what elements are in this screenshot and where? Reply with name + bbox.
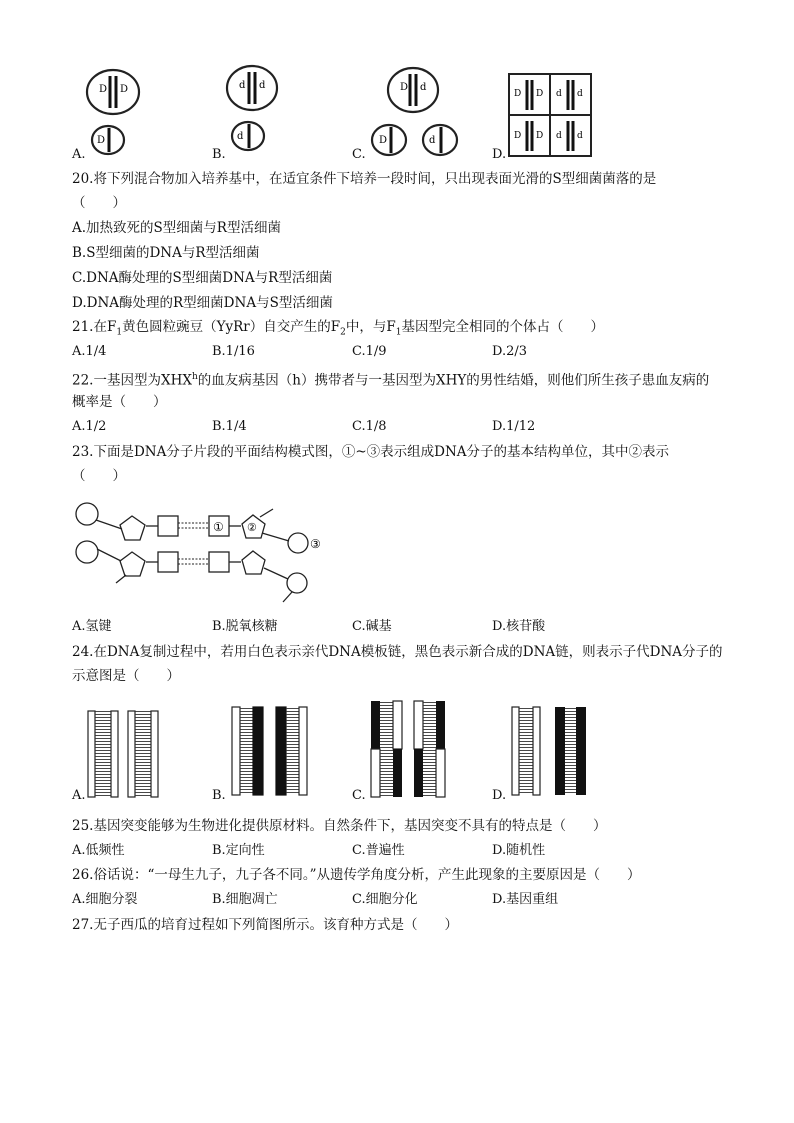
q25-option-a[interactable]: A.低频性 xyxy=(72,843,125,858)
q23-label-1: ① xyxy=(213,520,224,534)
q19-option-b[interactable]: B. xyxy=(212,147,226,162)
q26-option-a[interactable]: A.细胞分裂 xyxy=(72,892,138,907)
q23-paren: （ ） xyxy=(72,468,126,484)
q24-stem: 24.在DNA复制过程中，若用白色表示亲代DNA模板链，黑色表示新合成的DNA链，则表示子代DNA分子的 xyxy=(72,644,723,660)
q26-option-d[interactable]: D.基因重组 xyxy=(492,892,559,907)
q22-option-c[interactable]: C.1/8 xyxy=(352,419,387,434)
q19-b-label-2: d xyxy=(259,80,266,91)
q19-c-label-4: d xyxy=(429,135,436,146)
q20-option-b[interactable]: B.S型细菌的DNA与R型活细菌 xyxy=(72,245,260,261)
q22-option-d[interactable]: D.1/12 xyxy=(492,419,536,434)
q24-option-c[interactable]: C. xyxy=(352,788,366,803)
q20-stem: 20.将下列混合物加入培养基中，在适宜条件下培养一段时间，只出现表面光滑的S型细菌菌落的是 xyxy=(72,171,657,187)
q19-option-a[interactable]: A. xyxy=(72,147,86,162)
q19-c-label-3: D xyxy=(379,135,388,146)
q19-d-label-1: D xyxy=(514,89,522,99)
q21-option-a[interactable]: A.1/4 xyxy=(72,344,107,359)
q25-option-c[interactable]: C.普遍性 xyxy=(352,843,405,858)
q23-option-b[interactable]: B.脱氧核糖 xyxy=(212,619,278,634)
q27-stem: 27.无子西瓜的培育过程如下列简图所示。该育种方式是（ ） xyxy=(72,917,458,933)
q19-d-label-2: D xyxy=(536,89,544,99)
q21-stem: 21.在$F_1$黄色圆粒豌豆（YyRr）自交产生的$F_2$中，与$F_1$基因型完全相同的个体占（ ） xyxy=(72,319,604,338)
q26-stem: 26.俗话说：“一母生九子，九子各不同。”从遗传学角度分析，产生此现象的主要原因是（ ） xyxy=(72,867,641,883)
q19-b-label-1: d xyxy=(239,80,246,91)
q20-option-d[interactable]: D.DNA酶处理的R型细菌DNA与S型活细菌 xyxy=(72,295,333,311)
q19-option-b-figure xyxy=(227,66,277,150)
q24-option-b-figure xyxy=(232,707,307,795)
q20-option-a[interactable]: A.加热致死的S型细菌与R型活细菌 xyxy=(72,220,281,236)
q24-option-a-figure xyxy=(88,711,158,797)
q19-d-label-3: d xyxy=(556,89,562,99)
q19-a-label-1: D xyxy=(99,84,108,95)
q25-option-b[interactable]: B.定向性 xyxy=(212,843,265,858)
q24-option-b[interactable]: B. xyxy=(212,788,226,803)
q19-d-label-7: d xyxy=(556,131,562,141)
q19-d-label-5: D xyxy=(514,131,522,141)
q22-stem: 22.一基因型为XHX$^h$的血友病基因（h）携带者与一基因型为XHY的男性结婚，则他们所生孩子患血友病的 xyxy=(72,372,710,389)
q21-option-b[interactable]: B.1/16 xyxy=(212,344,255,359)
q24-option-a[interactable]: A. xyxy=(72,788,86,803)
q19-option-c[interactable]: C. xyxy=(352,147,366,162)
q25-option-d[interactable]: D.随机性 xyxy=(492,843,546,858)
q19-b-label-3: d xyxy=(237,131,244,142)
q19-d-label-4: d xyxy=(577,89,583,99)
q19-c-label-1: D xyxy=(400,82,409,93)
q24-option-c-figure xyxy=(371,701,445,797)
q22-stem-line2: 概率是（ ） xyxy=(72,394,167,410)
q20-paren: （ ） xyxy=(72,195,126,211)
q19-option-c-figure xyxy=(372,68,457,155)
q19-c-label-2: d xyxy=(420,82,427,93)
q19-option-d[interactable]: D. xyxy=(492,147,507,162)
q22-option-b[interactable]: B.1/4 xyxy=(212,419,247,434)
q23-stem: 23.下面是DNA分子片段的平面结构模式图，①~③表示组成DNA分子的基本结构单位，其中②表示 xyxy=(72,444,670,460)
q24-option-d[interactable]: D. xyxy=(492,788,507,803)
q19-option-a-figure xyxy=(87,70,139,154)
q23-label-3: ③ xyxy=(310,537,321,551)
q19-d-label-8: d xyxy=(577,131,583,141)
q21-option-d[interactable]: D.2/3 xyxy=(492,344,528,359)
q20-option-c[interactable]: C.DNA酶处理的S型细菌DNA与R型活细菌 xyxy=(72,270,333,286)
q26-option-b[interactable]: B.细胞凋亡 xyxy=(212,892,278,907)
q24-option-d-figure xyxy=(512,707,586,795)
q23-option-c[interactable]: C.碱基 xyxy=(352,619,392,634)
q23-label-2: ② xyxy=(247,521,257,534)
q24-figures xyxy=(0,695,794,805)
q23-option-d[interactable]: D.核苷酸 xyxy=(492,619,546,634)
q22-option-a[interactable]: A.1/2 xyxy=(72,419,107,434)
q26-option-c[interactable]: C.细胞分化 xyxy=(352,892,418,907)
q19-a-label-3: D xyxy=(97,135,106,146)
q19-d-label-6: D xyxy=(536,131,544,141)
q19-option-d-figure xyxy=(509,74,591,156)
q21-option-c[interactable]: C.1/9 xyxy=(352,344,387,359)
q23-option-a[interactable]: A.氢键 xyxy=(72,619,112,634)
q25-stem: 25.基因突变能够为生物进化提供原材料。自然条件下，基因突变不具有的特点是（ ） xyxy=(72,818,607,834)
q24-stem-line2: 示意图是（ ） xyxy=(72,668,180,684)
q19-a-label-2: D xyxy=(120,84,129,95)
q23-dna-diagram xyxy=(70,495,330,605)
